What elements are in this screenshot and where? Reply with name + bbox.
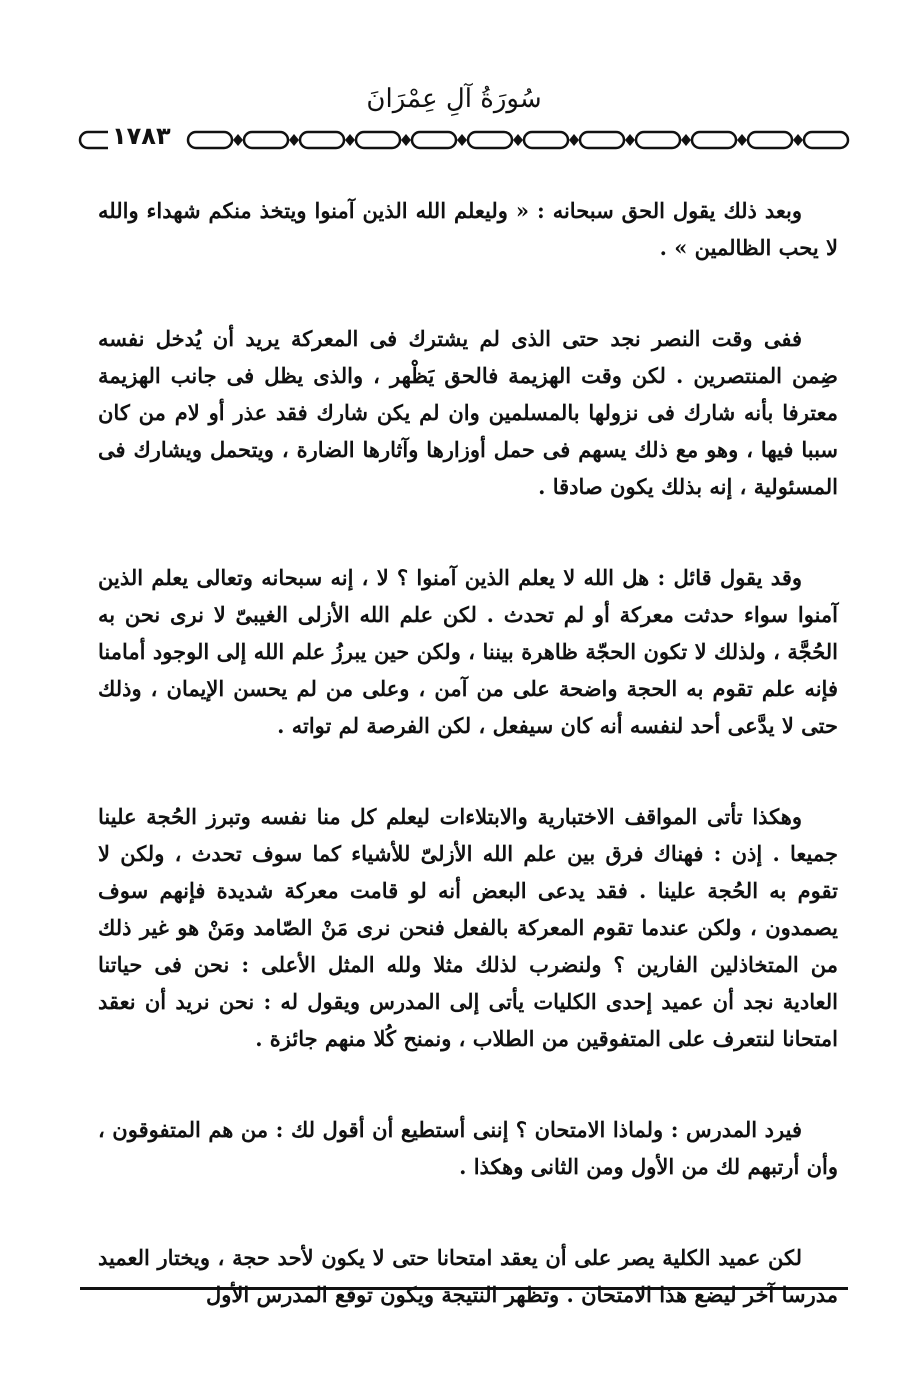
footer-rule [80,1287,848,1290]
paragraph: فيرد المدرس : ولماذا الامتحان ؟ إننى أستطيع أن أقول لك : من هم المتفوقون ، وأن أرتبهم لك من الأول ومن الثانى وهكذا . [98,1117,838,1179]
paragraph: لكن عميد الكلية يصر على أن يعقد امتحانا حتى لا يكون لأحد حجة ، ويختار العميد مدرسا آخر ليضع هذا الامتحان . وتظهر النتيجة ويكون توقع المدرس الأول [98,1245,838,1307]
paragraph: وبعد ذلك يقول الحق سبحانه : « وليعلم الله الذين آمنوا ويتخذ منكم شهداء والله لا يحب الظالمين » . [98,198,838,260]
main-text [98,192,838,1313]
decorative-chain-border [78,127,860,153]
page-number: ١٧٨٣ [108,122,175,150]
surah-title: سُورَةُ آلِ عِمْرَانَ [366,84,542,114]
paragraph: وهكذا تأتى المواقف الاختبارية والابتلاءات ليعلم كل منا نفسه وتبرز الحُجة علينا جميعا . إذن : فهناك فرق بين علم الله الأزلىّ للأشياء كما سوف تحدث ، ولكن لا تقوم به الحُجة علينا . فقد يدعى البعض أنه لو قامت معركة شديدة فإنهم سوف يصمدون ، ولكن عندما تقوم المعركة بالفعل فنحن نرى مَنْ الصّامد ومَنْ هو غير ذلك من المتخاذلين الفارين ؟ ولنضرب لذلك مثلا ولله المثل الأعلى : نحن فى حياتنا العادية نجد أن عميد إحدى الكليات يأتى إلى المدرس ويقول له : نحن نريد أن نعقد امتحانا لنتعرف على المتفوقين من الطلاب ، ونمنح كُلا منهم جائزة . [98,804,838,1051]
paragraph: ففى وقت النصر نجد حتى الذى لم يشترك فى المعركة يريد أن يُدخل نفسه ضِمن المنتصرين . لكن وقت الهزيمة فالحق يَظْهر ، والذى يظل فى جانب الهزيمة معترفا بأنه شارك فى نزولها بالمسلمين وان لم يكن شارك فقد عذر أو لام من كان سببا فيها ، وهو مع ذلك يسهم فى حمل أوزارها وآثارها الضارة ، ويتحمل ويشارك فى المسئولية ، إنه بذلك يكون صادقا . [98,326,838,499]
paragraph: وقد يقول قائل : هل الله لا يعلم الذين آمنوا ؟ لا ، إنه سبحانه وتعالى يعلم الذين آمنوا سواء حدثت معركة أو لم تحدث . لكن علم الله الأزلى الغيبىّ لا نرى نحن به الحُجَّة ، ولذلك لا تكون الحجّة ظاهرة بيننا ، ولكن حين يبرزُ علم الله إلى الوجود أمامنا فإنه علم تقوم به الحجة واضحة على من آمن ، وعلى من لم يحسن الإيمان ، وذلك حتى لا يدَّعى أحد لنفسه أنه كان سيفعل ، لكن الفرصة لم تواته . [98,565,838,738]
